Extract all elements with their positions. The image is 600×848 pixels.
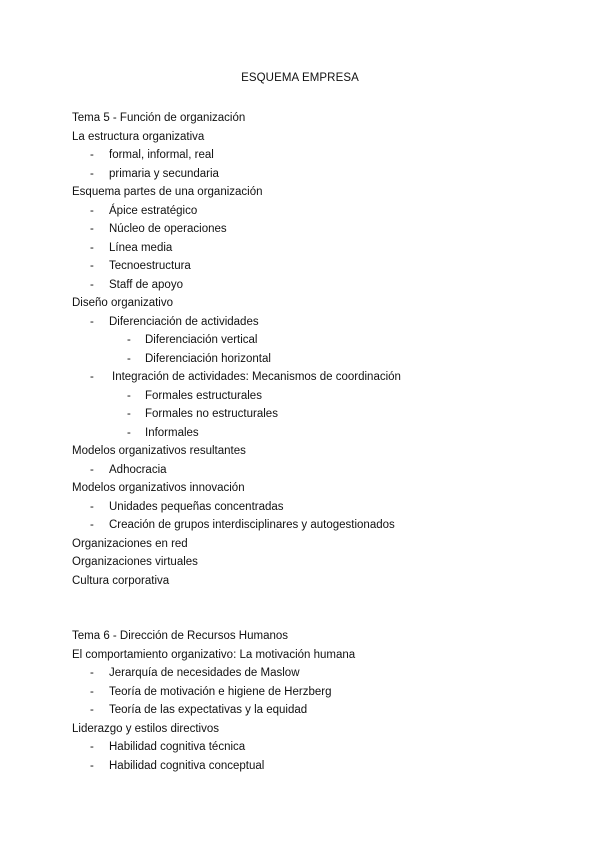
bullet-dash: - <box>90 667 94 679</box>
diseno-label: Diseño organizativo <box>72 297 174 309</box>
bullet-dash: - <box>127 426 131 439</box>
bullet-dash: - <box>90 463 94 476</box>
tema6-heading: Tema 6 - Dirección de Recursos Humanos <box>72 630 289 642</box>
sub-list-item <box>72 331 572 350</box>
list-item <box>72 757 572 776</box>
list-item <box>72 701 572 720</box>
list-item <box>72 313 572 332</box>
sub-list-item <box>72 387 572 406</box>
bullet-dash: - <box>90 167 94 180</box>
list-item-text: Unidades pequeñas concentradas <box>109 500 284 513</box>
bullet-dash: - <box>90 315 94 328</box>
section-label: Cultura corporativa <box>72 574 170 587</box>
list-item <box>72 239 572 258</box>
list-item-text: Tecnoestructura <box>109 260 191 272</box>
tema5-heading: Tema 5 - Función de organización <box>72 112 246 124</box>
list-item-text: Integración de actividades: Mecanismos de coordinación <box>112 371 401 383</box>
bullet-dash: - <box>90 260 94 272</box>
comportamiento-label: El comportamiento organizativo: La motivación humana <box>72 648 356 661</box>
bullet-dash: - <box>90 704 94 716</box>
list-item-text: Staff de apoyo <box>109 278 183 291</box>
estructura-label: La estructura organizativa <box>72 130 205 143</box>
list-item <box>72 257 572 276</box>
section-label: Organizaciones en red <box>72 537 188 550</box>
list-item-text: Habilidad cognitiva conceptual <box>109 759 265 772</box>
list-item-text: Diferenciación de actividades <box>109 315 259 328</box>
bullet-dash: - <box>127 389 131 402</box>
list-item <box>72 516 572 535</box>
bullet-dash: - <box>127 408 131 420</box>
list-item <box>72 461 572 480</box>
bullet-dash: - <box>90 759 94 772</box>
bullet-dash: - <box>90 500 94 513</box>
list-item-text: Adhocracia <box>109 463 167 476</box>
list-item-text: Núcleo de operaciones <box>109 223 227 235</box>
section-gap <box>72 590 572 627</box>
list-item <box>72 165 572 184</box>
list-item-text: Ápice estratégico <box>109 204 198 217</box>
bullet-dash: - <box>127 352 131 365</box>
sub-list-item-text: Diferenciación vertical <box>145 334 258 346</box>
list-item <box>72 202 572 221</box>
sub-list-item-text: Informales <box>145 426 199 439</box>
list-item <box>72 664 572 683</box>
sub-list-item-text: Diferenciación horizontal <box>145 352 271 365</box>
sub-list-item-text: Formales estructurales <box>145 389 262 402</box>
list-item-text: Teoría de las expectativas y la equidad <box>109 704 308 716</box>
list-item-text: Teoría de motivación e higiene de Herzberg <box>109 685 332 698</box>
resultantes-label: Modelos organizativos resultantes <box>72 445 246 457</box>
list-item-text: formal, informal, real <box>109 149 214 161</box>
sub-list-item <box>72 350 572 369</box>
innovacion-label: Modelos organizativos innovación <box>72 482 245 494</box>
sub-list-item <box>72 405 572 424</box>
liderazgo-label: Liderazgo y estilos directivos <box>72 722 220 735</box>
list-item-text: Habilidad cognitiva técnica <box>109 741 246 753</box>
section-label: Organizaciones virtuales <box>72 556 198 568</box>
list-item-text: Jerarquía de necesidades de Maslow <box>109 667 300 679</box>
bullet-dash: - <box>90 371 94 383</box>
bullet-dash: - <box>90 149 94 161</box>
bullet-dash: - <box>127 334 131 346</box>
list-item-text: Creación de grupos interdisciplinares y autogestionados <box>109 519 395 531</box>
bullet-dash: - <box>90 741 94 753</box>
bullet-dash: - <box>90 519 94 531</box>
list-item <box>72 146 572 165</box>
list-item <box>72 220 572 239</box>
list-item-text: primaria y secundaria <box>109 167 219 180</box>
sub-list-item-text: Formales no estructurales <box>145 408 278 420</box>
list-item <box>72 276 572 295</box>
bullet-dash: - <box>90 241 94 254</box>
bullet-dash: - <box>90 278 94 291</box>
page-title: ESQUEMA EMPRESA <box>241 72 359 84</box>
list-item <box>72 683 572 702</box>
sub-list-item <box>72 424 572 443</box>
bullet-dash: - <box>90 223 94 235</box>
bullet-dash: - <box>90 204 94 217</box>
list-item <box>72 738 572 757</box>
document-body <box>72 109 572 775</box>
list-item <box>72 498 572 517</box>
esquema-label: Esquema partes de una organización <box>72 186 263 198</box>
list-item <box>72 368 572 387</box>
list-item-text: Línea media <box>109 241 173 254</box>
bullet-dash: - <box>90 685 94 698</box>
